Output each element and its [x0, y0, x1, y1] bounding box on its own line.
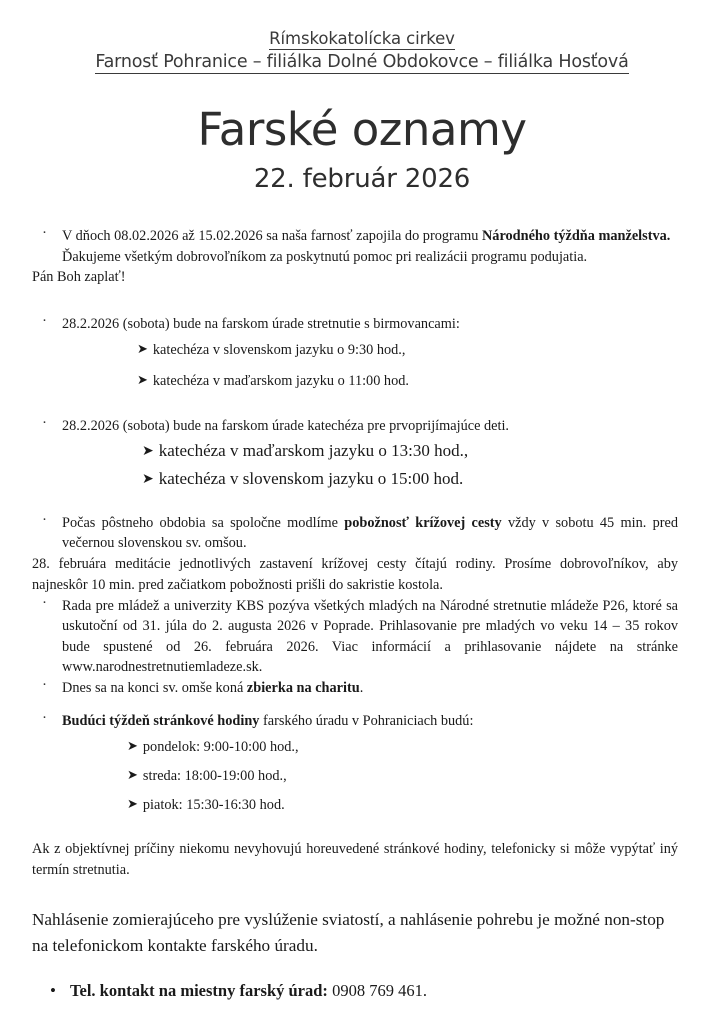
announcement-zbierka-na-charitu: [32, 678, 678, 699]
announcement-narodne-stretnutie-mladeze: [32, 596, 678, 678]
closing-note-hours: Ak z objektívnej príčiny niekomu nevyhovujú horeuvedené stránkové hodiny, telefonicky si môže vypýtať iný termín stretnutia.: [32, 840, 678, 878]
list-item: [142, 465, 678, 493]
announcement-prvoprijimajuce-deti: [32, 416, 678, 437]
arrow-icon: ➤: [127, 737, 138, 753]
announcement-strankove-hodiny: [32, 711, 678, 732]
list-item-label: katechéza v maďarskom jazyku o 13:30 hod.,: [158, 440, 469, 460]
arrow-icon: ➤: [142, 443, 154, 459]
announcements-body: [0, 226, 724, 1003]
office-hours-list: [127, 732, 678, 819]
bullet-round-icon: •: [50, 980, 56, 1000]
arrow-icon: ➤: [142, 471, 154, 487]
birmovanci-sub-list: [137, 334, 678, 396]
bullet-dot-icon: ·: [42, 594, 47, 611]
header-parish: [0, 50, 724, 74]
announcement-krizova-cesta: [32, 513, 678, 554]
announcement-lead: 28.2.2026 (sobota) bude na farskom úrade stretnutie s birmovancami:: [62, 315, 460, 332]
closing-note-emergency: Nahlásenie zomierajúceho pre vyslúženie sviatostí, a nahlásenie pohrebu je možné non-stop na telefonickom kontakte farského úradu.: [32, 909, 665, 955]
list-item-label: katechéza v slovenskom jazyku o 15:00 hod.: [158, 468, 464, 488]
bullet-dot-icon: ·: [42, 511, 47, 528]
contact-phone-line: [32, 979, 678, 1003]
list-item: [127, 761, 678, 790]
announcement-text-suffix: farského úradu v Pohraniciach budú:: [259, 713, 474, 729]
bullet-dot-icon: ·: [42, 676, 47, 693]
arrow-icon: ➤: [137, 341, 148, 356]
page-title: Farské oznamy: [197, 103, 527, 156]
header-organization: [0, 28, 724, 50]
announcement-text-suffix: .: [359, 679, 364, 696]
announcement-text-suffix: vždy v sobotu 45 min. pred večernou slovenskou sv. omšou.: [62, 514, 678, 551]
title-block: [0, 104, 724, 196]
list-item-label: piatok: 15:30-16:30 hod.: [142, 796, 285, 813]
announcement-text-bold: zbierka na charitu: [246, 679, 360, 696]
bullet-dot-icon: ·: [42, 312, 47, 329]
prvoprijimajuce-sub-list: [142, 437, 678, 493]
arrow-icon: ➤: [137, 372, 148, 387]
list-item: [137, 365, 678, 396]
bullet-dot-icon: ·: [42, 710, 47, 726]
arrow-icon: ➤: [127, 766, 138, 782]
announcement-lead: 28.2.2026 (sobota) bude na farskom úrade katechéza pre prvoprijímajúce deti.: [62, 418, 510, 434]
announcement-text-prefix: V dňoch 08.02.2026 až 15.02.2026 sa naša farnosť zapojila do programu: [62, 228, 482, 244]
announcement-text-bold: pobožnosť krížovej cesty: [344, 514, 502, 531]
bullet-dot-icon: ·: [42, 225, 47, 241]
list-item-label: pondelok: 9:00-10:00 hod.,: [142, 738, 299, 755]
list-item: [127, 790, 678, 819]
header-organization-text: Rímskokatolícka cirkev: [269, 29, 455, 48]
announcement-text-bold: Budúci týždeň stránkové hodiny: [62, 713, 260, 729]
list-item: [137, 334, 678, 365]
document-header: [0, 0, 724, 74]
announcement-text-prefix: Dnes sa na konci sv. omše koná: [62, 679, 247, 696]
announcement-birmovanci: [32, 314, 678, 335]
announcement-text-line2: Ďakujeme všetkým dobrovoľníkom za poskytnutú pomoc pri realizácii programu podujatia.: [62, 248, 588, 265]
announcement-text: Rada pre mládež a univerzity KBS pozýva všetkých mladých na Národné stretnutie mládeže P26, ktoré sa uskutoční od 31. júla do 2. augusta 2026 v Poprade. Prihlasovanie pre mladých vo veku 14 – 35 rokov bude spustené od 26. februára 2026. Viac informácií a prihlasovanie nájdete na stránke www.narodnestretnutiemladeze.sk.: [62, 597, 678, 675]
list-item-label: streda: 18:00-19:00 hod.,: [142, 767, 287, 784]
contact-label: Tel. kontakt na miestny farský úrad:: [70, 980, 328, 1000]
announcement-narodny-tyzden-manzelstva: [32, 226, 678, 267]
list-item: [142, 437, 678, 465]
announcement-text-bold: Národného týždňa manželstva.: [481, 228, 671, 244]
header-parish-text: Farnosť Pohranice – filiálka Dolné Obdokovce – filiálka Hosťová: [95, 52, 629, 72]
arrow-icon: ➤: [127, 795, 138, 811]
contact-phone-number: 0908 769 461.: [332, 980, 427, 1000]
list-item-label: katechéza v slovenskom jazyku o 9:30 hod.,: [152, 342, 406, 358]
list-item: [127, 732, 678, 761]
announcement-text-prefix: Počas pôstneho obdobia sa spoločne modlíme: [62, 514, 345, 531]
announcement-meditacie-28-februara: 28. februára meditácie jednotlivých zastavení krížovej cesty čítajú rodiny. Prosíme dobrovoľníkov, aby najneskôr 10 min. pred začiatkom pobožnosti prišli do sakristie kostola.: [32, 555, 678, 593]
bullet-dot-icon: ·: [42, 415, 47, 431]
page-date: 22. február 2026: [253, 164, 471, 194]
list-item-label: katechéza v maďarskom jazyku o 11:00 hod.: [152, 373, 409, 389]
announcement-thanks-flush: Pán Boh zaplať!: [32, 269, 126, 285]
